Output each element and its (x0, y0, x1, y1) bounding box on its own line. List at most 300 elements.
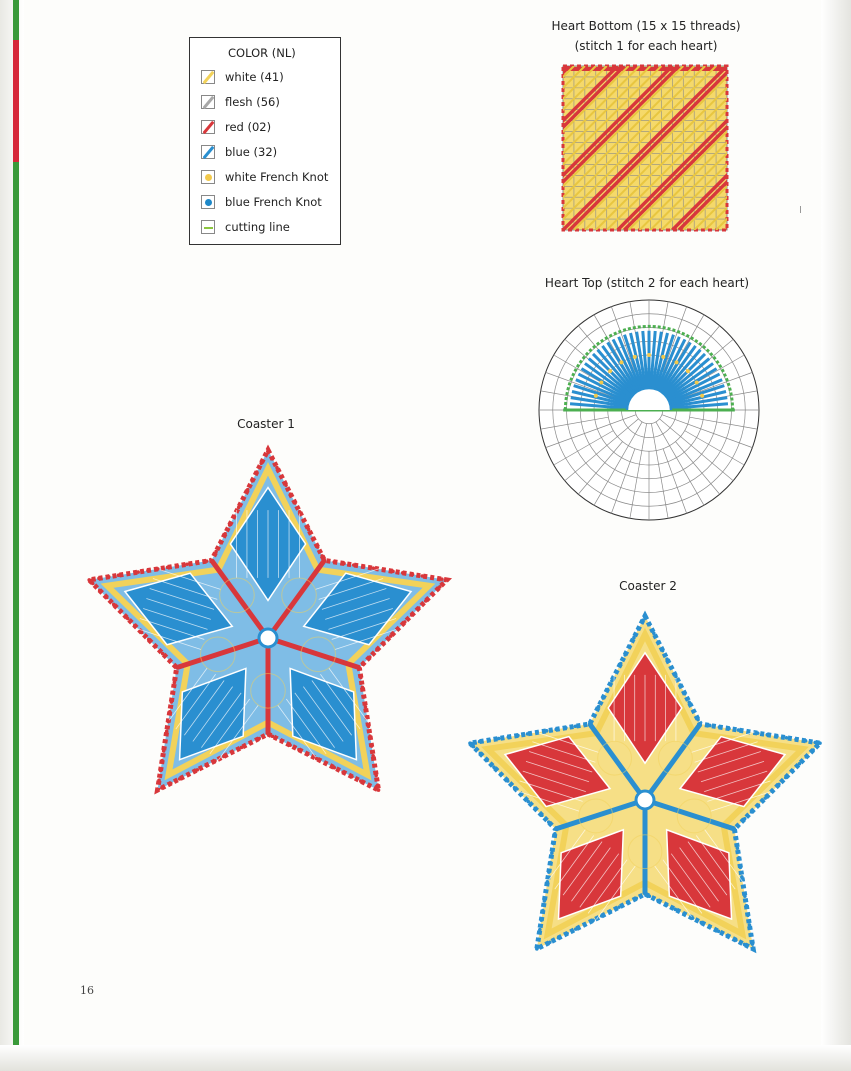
coaster-1-edge-knot (342, 562, 346, 566)
coaster-1-edge-knot (311, 536, 315, 540)
coaster-2-edge-knot (623, 653, 627, 657)
coaster-2-edge-knot (785, 736, 789, 740)
coaster-1-edge-knot (91, 582, 95, 586)
blue-stitch-icon (201, 145, 215, 159)
coaster-1-edge-knot (146, 569, 150, 573)
coaster-1-edge-knot (279, 739, 283, 743)
coaster-2-edge-knot (784, 776, 788, 780)
coaster-1-edge-knot (185, 562, 189, 566)
coaster-1-edge-knot (293, 501, 297, 505)
coaster-2-edge-knot (736, 846, 740, 850)
coaster-1-edge-knot (147, 638, 151, 642)
yellow-french-knot (599, 381, 603, 385)
green-line-icon (201, 220, 215, 234)
coaster-1-edge-knot (368, 784, 372, 788)
coaster-1-edge-knot (333, 766, 337, 770)
blue-dot-icon (201, 195, 215, 209)
coaster-2-edge-knot (682, 912, 686, 916)
coaster-2-edge-knot (749, 933, 753, 937)
gray-stitch-icon (201, 95, 215, 109)
coaster-2-edge-knot (492, 765, 496, 769)
yellow-stitch-icon (201, 70, 215, 84)
coaster-2-edge-knot (538, 928, 542, 932)
coaster-2-edge-knot (641, 619, 645, 623)
coaster-1-edge-knot (374, 774, 378, 778)
coaster-1-edge-knot (159, 769, 163, 773)
coaster-1-edge-knot (361, 662, 365, 666)
coaster-1-edge-knot (324, 761, 328, 765)
coaster-1-edge-knot (168, 659, 172, 663)
yellow-french-knot (608, 369, 612, 373)
coaster-2-edge-knot (737, 856, 741, 860)
coaster-1-edge-knot (320, 554, 324, 558)
coaster-2-edge-knot (818, 741, 822, 745)
color-legend (189, 37, 341, 245)
coaster-1-edge-knot (271, 457, 275, 461)
coaster-1-edge-knot (98, 589, 102, 593)
coaster-1-edge-knot (112, 603, 116, 607)
coaster-1-edge-knot (316, 545, 320, 549)
coaster-2-edge-knot (506, 779, 510, 783)
coaster-2-edge-knot (727, 727, 731, 731)
legend-item (201, 214, 340, 239)
coaster-2-edge-knot (617, 905, 621, 909)
coaster-2-edge-knot (746, 914, 750, 918)
coaster-2-edge-knot (699, 921, 703, 925)
coaster-2-edge-knot (665, 903, 669, 907)
coaster-1-edge-knot (307, 528, 311, 532)
coaster-1-edge-knot (168, 710, 172, 714)
coaster-1-edge-knot (410, 613, 414, 617)
coaster-1-edge-knot (368, 734, 372, 738)
legend-item (201, 64, 340, 89)
coaster-2-edge-knot (742, 885, 746, 889)
coaster-2-chart (459, 600, 825, 966)
coaster-1-edge-knot (377, 788, 381, 792)
coaster-2-edge-knot (766, 733, 770, 737)
coaster-2-edge-knot (756, 731, 760, 735)
coaster-1-edge-knot (411, 573, 415, 577)
heart-bottom-chart (557, 60, 733, 236)
coaster-2-edge-knot (725, 934, 729, 938)
coaster-2-edge-knot (583, 723, 587, 727)
legend-item-label: red (02) (225, 119, 272, 134)
coaster-2-edge-knot (648, 623, 652, 627)
coaster-2-edge-knot (574, 724, 578, 728)
coaster-1-edge-knot (280, 475, 284, 479)
coaster-1-edge-knot (359, 779, 363, 783)
coaster-2-edge-knot (736, 824, 740, 828)
coaster-1-edge-knot (352, 563, 356, 567)
coaster-1-edge-knot (284, 484, 288, 488)
coaster-1-edge-knot (161, 652, 165, 656)
spine-red-stripe (13, 40, 19, 162)
coaster-1-edge-knot (97, 577, 101, 581)
coaster-2-edge-knot (526, 800, 530, 804)
legend-item (201, 139, 340, 164)
legend-item-label: white (41) (225, 69, 284, 84)
coaster-2-edge-knot (539, 945, 543, 949)
coaster-2-edge-knot (619, 662, 623, 666)
coaster-2-edge-knot (757, 803, 761, 807)
coaster-2-edge-knot (643, 614, 647, 618)
coaster-2-edge-knot (601, 696, 605, 700)
page-edge-right (821, 0, 851, 1071)
coaster-1-edge-knot (187, 773, 191, 777)
red-stitch-icon (201, 120, 215, 134)
heart-top-chart (534, 298, 764, 526)
coaster-2-edge-knot (775, 734, 779, 738)
coaster-2-edge-knot (652, 631, 656, 635)
coaster-2-edge-knot (708, 925, 712, 929)
coaster-1-edge-knot (288, 743, 292, 747)
coaster-2-edge-knot (718, 725, 722, 729)
yellow-french-knot (661, 355, 665, 359)
coaster-2-edge-knot (737, 728, 741, 732)
coaster-1-edge-knot (214, 550, 218, 554)
coaster-1-edge-knot (156, 788, 160, 792)
coaster-2-edge-knot (554, 827, 558, 831)
coaster-1-edge-knot (165, 730, 169, 734)
coaster-2-edge-knot (516, 734, 520, 738)
coaster-2-edge-knot (533, 807, 537, 811)
coaster-2-edge-knot (540, 814, 544, 818)
coaster-1-edge-knot (382, 641, 386, 645)
coaster-1-edge-knot (445, 578, 449, 582)
coaster-2-edge-knot (520, 793, 524, 797)
coaster-1-edge-knot (315, 757, 319, 761)
coaster-1-edge-knot (365, 715, 369, 719)
coaster-1-edge-knot (174, 671, 178, 675)
coaster-1-edge-knot (431, 592, 435, 596)
coaster-2-edge-knot (540, 918, 544, 922)
coaster-2-center-hole (636, 791, 654, 809)
coaster-2-edge-knot (643, 892, 647, 896)
coaster-1-edge-knot (430, 576, 434, 580)
coaster-1-edge-knot (266, 732, 270, 736)
coaster-2-edge-knot (526, 732, 530, 736)
coaster-1-edge-knot (302, 519, 306, 523)
coaster-2-edge-knot (549, 861, 553, 865)
coaster-1-edge-knot (271, 734, 275, 738)
coaster-2-edge-knot (734, 837, 738, 841)
coaster-2-edge-knot (478, 740, 482, 744)
coaster-1-pattern (87, 448, 448, 792)
coaster-2-edge-knot (564, 726, 568, 730)
coaster-1-edge-knot (381, 568, 385, 572)
coaster-1-edge-knot (166, 566, 170, 570)
coaster-2-edge-knot (791, 769, 795, 773)
coaster-1-edge-knot (424, 599, 428, 603)
coaster-1-center-hole (259, 629, 277, 647)
coaster-1-edge-knot (306, 752, 310, 756)
coaster-2-edge-knot (487, 738, 491, 742)
coaster-2-edge-knot (583, 923, 587, 927)
coaster-2-edge-knot (635, 897, 639, 901)
coaster-1-edge-knot (332, 560, 336, 564)
coaster-2-edge-knot (535, 731, 539, 735)
coaster-1-edge-knot (241, 497, 245, 501)
coaster-1-edge-knot (367, 725, 371, 729)
coaster-1-edge-knot (219, 541, 223, 545)
coaster-2-edge-knot (553, 832, 557, 836)
yellow-french-knot (695, 381, 699, 385)
coaster-2-edge-knot (811, 748, 815, 752)
coaster-2-edge-knot (692, 709, 696, 713)
coaster-1-edge-knot (176, 564, 180, 568)
coaster-1-edge-knot (249, 741, 253, 745)
coaster-2-edge-knot (610, 679, 614, 683)
coaster-1-edge-knot (166, 720, 170, 724)
coaster-1-edge-knot (136, 570, 140, 574)
coaster-1-edge-knot (297, 748, 301, 752)
heart-bottom-subtitle: (stitch 1 for each heart) (574, 39, 718, 53)
coaster-2-edge-knot (743, 817, 747, 821)
legend-item-label: blue (32) (225, 144, 278, 159)
coaster-1-edge-knot (373, 764, 377, 768)
coaster-2-edge-knot (535, 947, 539, 951)
legend-item (201, 189, 340, 214)
legend-item (201, 164, 340, 189)
coaster-1-edge-knot (376, 783, 380, 787)
coaster-1-edge-knot (259, 461, 263, 465)
coaster-2-edge-knot (591, 919, 595, 923)
coaster-1-edge-knot (170, 700, 174, 704)
coaster-1-edge-knot (237, 506, 241, 510)
coaster-1-edge-knot (350, 775, 354, 779)
coaster-2-edge-knot (499, 772, 503, 776)
coaster-2-edge-knot (746, 730, 750, 734)
yellow-french-knot (633, 355, 637, 359)
coaster-2-edge-knot (537, 937, 541, 941)
legend-item-label: white French Knot (225, 169, 329, 184)
coaster-1-edge-knot (213, 759, 217, 763)
coaster-1-edge-knot (204, 764, 208, 768)
coaster-2-edge-knot (574, 927, 578, 931)
coaster-2-edge-knot (637, 627, 641, 631)
coaster-1-edge-knot (264, 453, 268, 457)
coaster-1-edge-knot (160, 759, 164, 763)
yellow-french-knot (700, 394, 704, 398)
coaster-2-edge-knot (687, 701, 691, 705)
coaster-2-edge-knot (565, 932, 569, 936)
coaster-2-edge-knot (674, 675, 678, 679)
coaster-1-edge-knot (389, 634, 393, 638)
coaster-1-edge-knot (421, 574, 425, 578)
coaster-2-edge-knot (670, 666, 674, 670)
pen-mark (800, 206, 801, 213)
coaster-1-edge-knot (368, 655, 372, 659)
coaster-1-edge-knot (231, 750, 235, 754)
coaster-1-edge-knot (359, 676, 363, 680)
coaster-2-edge-knot (550, 851, 554, 855)
coaster-2-edge-knot (683, 692, 687, 696)
coaster-2-edge-knot (497, 737, 501, 741)
coaster-1-edge-knot (178, 777, 182, 781)
coaster-1-edge-knot (240, 746, 244, 750)
coaster-2-edge-knot (606, 688, 610, 692)
coaster-1-edge-knot (140, 631, 144, 635)
coaster-2-edge-knot (739, 866, 743, 870)
coaster-1-edge-knot (371, 754, 375, 758)
coaster-1-edge-knot (171, 690, 175, 694)
coaster-2-edge-knot (750, 810, 754, 814)
coaster-2-edge-knot (679, 683, 683, 687)
coaster-2-edge-knot (546, 880, 550, 884)
coaster-2-edge-knot (544, 890, 548, 894)
coaster-2-edge-knot (592, 714, 596, 718)
coaster-1-edge-knot (250, 479, 254, 483)
coaster-2-edge-knot (794, 738, 798, 742)
coaster-1-edge-knot (169, 782, 173, 786)
coaster-2-edge-knot (554, 728, 558, 732)
coaster-1-edge-knot (223, 532, 227, 536)
coaster-1-edge-knot (417, 606, 421, 610)
coaster-2-edge-knot (798, 762, 802, 766)
coaster-1-edge-knot (362, 565, 366, 569)
coaster-1-edge-knot (440, 577, 444, 581)
coaster-1-title: Coaster 1 (237, 417, 295, 431)
coaster-2-edge-knot (770, 789, 774, 793)
coaster-1-edge-knot (222, 755, 226, 759)
yellow-french-knot (675, 360, 679, 364)
heart-top-pattern (539, 300, 759, 520)
legend-item-label: flesh (56) (225, 94, 280, 109)
coaster-2-edge-knot (547, 820, 551, 824)
coaster-2-edge-knot (552, 842, 556, 846)
coaster-2-edge-knot (588, 722, 592, 726)
coaster-2-edge-knot (745, 904, 749, 908)
coaster-1-edge-knot (266, 448, 270, 452)
coaster-2-edge-knot (472, 745, 476, 749)
coaster-1-edge-knot (156, 567, 160, 571)
coaster-2-edge-knot (665, 657, 669, 661)
coaster-1-edge-knot (396, 627, 400, 631)
coaster-2-pattern (468, 614, 822, 950)
coaster-1-edge-knot (362, 695, 366, 699)
coaster-1-edge-knot (157, 779, 161, 783)
yellow-dot-icon (201, 170, 215, 184)
coaster-1-edge-knot (289, 492, 293, 496)
coaster-2-edge-knot (740, 875, 744, 879)
coaster-2-edge-knot (748, 923, 752, 927)
heart-top-title: Heart Top (stitch 2 for each heart) (544, 276, 750, 290)
coaster-2-edge-knot (751, 947, 755, 951)
coaster-2-edge-knot (734, 938, 738, 942)
coaster-2-edge-knot (609, 910, 613, 914)
coaster-2-edge-knot (751, 942, 755, 946)
coaster-1-edge-knot (255, 470, 259, 474)
coaster-1-edge-knot (372, 566, 376, 570)
coaster-1-edge-knot (228, 523, 232, 527)
coaster-1-edge-knot (438, 585, 442, 589)
coaster-1-chart (76, 440, 460, 804)
coaster-1-edge-knot (246, 488, 250, 492)
legend-item-label: cutting line (225, 219, 290, 234)
coaster-1-edge-knot (162, 749, 166, 753)
coaster-2-edge-knot (691, 916, 695, 920)
coaster-1-edge-knot (361, 685, 365, 689)
coaster-2-edge-knot (478, 752, 482, 756)
page-edge-bottom (0, 1045, 851, 1071)
coaster-1-edge-knot (163, 739, 167, 743)
yellow-french-knot (594, 394, 598, 398)
coaster-1-edge-knot (195, 561, 199, 565)
coaster-2-edge-knot (648, 894, 652, 898)
coaster-1-edge-knot (210, 559, 214, 563)
coaster-1-edge-knot (391, 569, 395, 573)
coaster-2-edge-knot (507, 735, 511, 739)
coaster-2-edge-knot (804, 739, 808, 743)
coaster-2-edge-knot (696, 718, 700, 722)
coaster-1-edge-knot (175, 666, 179, 670)
yellow-french-knot (647, 353, 651, 357)
coaster-2-edge-knot (600, 914, 604, 918)
coaster-2-edge-knot (547, 870, 551, 874)
coaster-1-edge-knot (154, 645, 158, 649)
legend-item (201, 89, 340, 114)
coaster-2-edge-knot (698, 722, 702, 726)
coaster-2-edge-knot (513, 786, 517, 790)
coaster-2-edge-knot (626, 901, 630, 905)
coaster-1-edge-knot (358, 666, 362, 670)
coaster-2-edge-knot (628, 644, 632, 648)
coaster-2-edge-knot (656, 640, 660, 644)
coaster-1-edge-knot (133, 624, 137, 628)
coaster-2-edge-knot (468, 741, 472, 745)
coaster-1-edge-knot (323, 559, 327, 563)
coaster-1-edge-knot (127, 572, 131, 576)
coaster-1-edge-knot (370, 744, 374, 748)
coaster-2-edge-knot (548, 940, 552, 944)
coaster-1-edge-knot (275, 466, 279, 470)
coaster-2-edge-knot (541, 909, 545, 913)
coaster-2-edge-knot (557, 936, 561, 940)
coaster-1-edge-knot (341, 770, 345, 774)
legend-item (201, 114, 340, 139)
coaster-1-edge-knot (117, 573, 121, 577)
coaster-2-edge-knot (743, 894, 747, 898)
coaster-1-edge-knot (232, 514, 236, 518)
legend-item-label: blue French Knot (225, 194, 322, 209)
coaster-2-edge-knot (661, 649, 665, 653)
coaster-1-edge-knot (257, 737, 261, 741)
coaster-2-edge-knot (733, 827, 737, 831)
coaster-2-edge-knot (597, 705, 601, 709)
coaster-2-edge-knot (485, 759, 489, 763)
coaster-1-edge-knot (364, 705, 368, 709)
coaster-2-edge-knot (813, 741, 817, 745)
coaster-2-edge-knot (777, 783, 781, 787)
coaster-1-edge-knot (107, 575, 111, 579)
coaster-1-edge-knot (403, 620, 407, 624)
coaster-2-edge-knot (708, 724, 712, 728)
coaster-2-edge-knot (763, 796, 767, 800)
coaster-1-edge-knot (375, 648, 379, 652)
coaster-1-edge-knot (119, 610, 123, 614)
coaster-2-edge-knot (656, 899, 660, 903)
heart-bottom-title: Heart Bottom (15 x 15 threads) (551, 19, 741, 33)
coaster-1-edge-knot (105, 596, 109, 600)
coaster-2-edge-knot (545, 729, 549, 733)
coaster-1-edge-knot (401, 571, 405, 575)
legend-title: COLOR (NL) (228, 46, 296, 60)
yellow-french-knot (686, 369, 690, 373)
coaster-1-edge-knot (160, 786, 164, 790)
coaster-1-edge-knot (126, 617, 130, 621)
coaster-2-edge-knot (717, 930, 721, 934)
coaster-2-title: Coaster 2 (619, 579, 677, 593)
